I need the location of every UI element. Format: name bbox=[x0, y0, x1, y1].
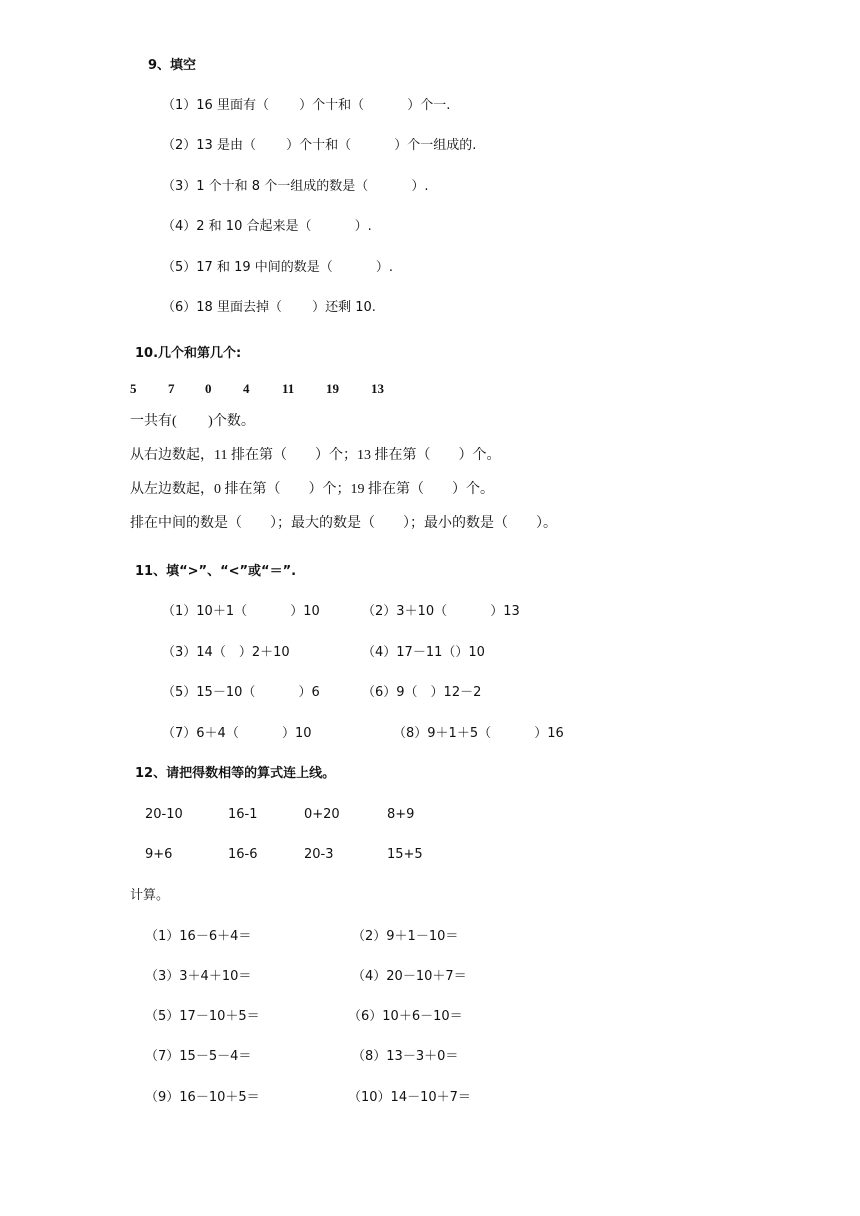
q11-item-4: （4）17－11（）10 bbox=[362, 645, 485, 660]
calc-title: 计算。 bbox=[130, 888, 170, 903]
calc-item: （9）16－10＋5＝ bbox=[145, 1090, 260, 1105]
q10-number: 11 bbox=[282, 381, 295, 396]
q11-item-5: （5）15－10（ ）6 bbox=[162, 685, 320, 700]
q9-item-3: （3）1 个十和 8 个一组成的数是（ ）. bbox=[162, 179, 429, 194]
q11-item-7: （7）6＋4（ ）10 bbox=[162, 726, 312, 741]
q12-expr: 0+20 bbox=[304, 807, 340, 822]
calc-item: （4）20－10＋7＝ bbox=[352, 969, 467, 984]
q9-item-6: （6）18 里面去掉（ ）还剩 10. bbox=[162, 300, 376, 315]
q10-number: 7 bbox=[168, 381, 175, 396]
q12-expr: 16-1 bbox=[228, 807, 258, 822]
q11-item-2: （2）3＋10（ ）13 bbox=[362, 604, 520, 619]
q11-title: 11、填“>”、“<”或“＝”. bbox=[135, 564, 297, 579]
q11-item-1: （1）10＋1（ ）10 bbox=[162, 604, 320, 619]
calc-item: （2）9＋1－10＝ bbox=[352, 929, 459, 944]
calc-item: （10）14－10＋7＝ bbox=[348, 1090, 471, 1105]
q9-item-5: （5）17 和 19 中间的数是（ ）. bbox=[162, 260, 394, 275]
calc-item: （3）3＋4＋10＝ bbox=[145, 969, 252, 984]
q12-expr: 16-6 bbox=[228, 847, 258, 862]
calc-item: （7）15－5－4＝ bbox=[145, 1049, 252, 1064]
calc-item: （5）17－10＋5＝ bbox=[145, 1009, 260, 1024]
calc-item: （1）16－6＋4＝ bbox=[145, 929, 252, 944]
q10-number: 4 bbox=[243, 381, 250, 396]
q10-line-1: 一共有( )个数。 bbox=[130, 414, 255, 429]
q12-expr: 20-3 bbox=[304, 847, 334, 862]
q12-title: 12、请把得数相等的算式连上线。 bbox=[135, 766, 336, 781]
q12-expr: 9+6 bbox=[145, 847, 173, 862]
q10-number: 19 bbox=[326, 381, 339, 396]
q10-line-3: 从左边数起，0 排在第（ ）个；19 排在第（ ）个。 bbox=[130, 482, 494, 497]
q11-item-3: （3）14（ ）2＋10 bbox=[162, 645, 290, 660]
q10-line-2: 从右边数起，11 排在第（ ）个；13 排在第（ ）个。 bbox=[130, 448, 501, 463]
q11-item-6: （6）9（ ）12－2 bbox=[362, 685, 482, 700]
calc-item: （8）13－3＋0＝ bbox=[352, 1049, 459, 1064]
q10-number: 0 bbox=[205, 381, 212, 396]
q12-expr: 8+9 bbox=[387, 807, 415, 822]
q9-item-2: （2）13 是由（ ）个十和（ ）个一组成的. bbox=[162, 138, 477, 153]
q10-number: 13 bbox=[371, 381, 384, 396]
q12-expr: 20-10 bbox=[145, 807, 183, 822]
q10-number: 5 bbox=[130, 381, 137, 396]
calc-item: （6）10＋6－10＝ bbox=[348, 1009, 463, 1024]
q11-item-8: （8）9＋1＋5（ ）16 bbox=[393, 726, 564, 741]
q9-title: 9、填空 bbox=[148, 58, 197, 73]
q10-title: 10.几个和第几个: bbox=[135, 346, 242, 361]
q10-line-4: 排在中间的数是（ ）；最大的数是（ ）；最小的数是（ ）。 bbox=[130, 516, 557, 531]
q12-expr: 15+5 bbox=[387, 847, 423, 862]
q9-item-4: （4）2 和 10 合起来是（ ）. bbox=[162, 219, 372, 234]
q9-item-1: （1）16 里面有（ ）个十和（ ）个一. bbox=[162, 98, 451, 113]
